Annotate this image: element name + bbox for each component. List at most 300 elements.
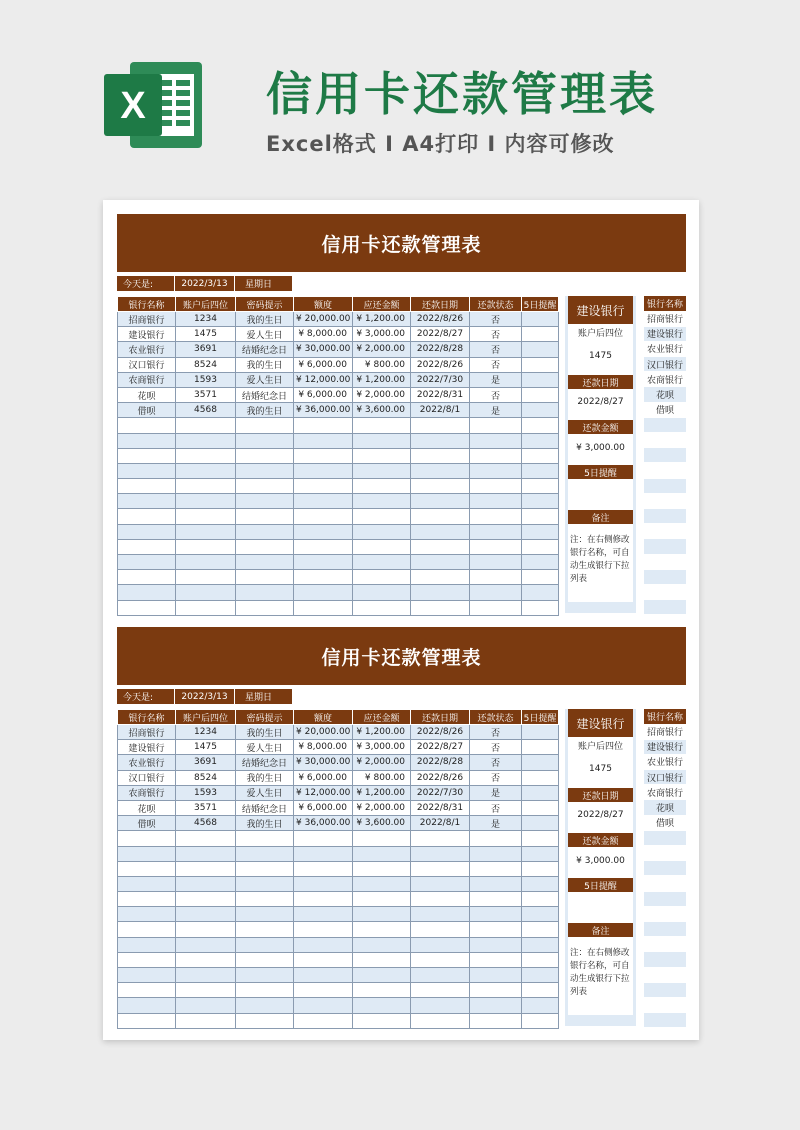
bank-list-item[interactable]: 招商银行 [644,724,686,739]
bank-list-item[interactable] [644,906,686,921]
bank-list-item[interactable]: 农业银行 [644,341,686,356]
table-cell[interactable] [411,907,470,922]
table-cell[interactable]: ¥ 1,200.00 [353,312,411,327]
table-cell[interactable] [470,968,522,983]
table-cell[interactable] [118,494,176,509]
table-cell[interactable]: 3571 [176,387,236,402]
bank-list-item[interactable] [644,937,686,952]
table-cell[interactable] [411,524,470,539]
table-cell[interactable] [411,861,470,876]
table-cell[interactable] [470,433,522,448]
table-cell[interactable] [236,907,294,922]
table-cell[interactable] [522,494,559,509]
table-cell[interactable]: 否 [470,327,522,342]
table-cell[interactable] [118,876,176,891]
table-cell[interactable]: 我的生日 [236,357,294,372]
table-cell[interactable] [470,448,522,463]
table-cell[interactable] [118,937,176,952]
table-cell[interactable] [411,539,470,554]
table-cell[interactable] [176,509,236,524]
table-cell[interactable] [176,418,236,433]
table-cell[interactable]: ¥ 20,000.00 [294,725,353,740]
table-cell[interactable] [353,937,411,952]
table-cell[interactable]: ¥ 6,000.00 [294,387,353,402]
table-cell[interactable]: 爱人生日 [236,327,294,342]
table-cell[interactable]: 汉口银行 [118,357,176,372]
table-cell[interactable]: 2022/8/26 [411,725,470,740]
table-cell[interactable] [118,539,176,554]
table-cell[interactable] [176,861,236,876]
table-cell[interactable]: ¥ 3,600.00 [353,403,411,418]
table-cell[interactable]: 否 [470,357,522,372]
table-cell[interactable]: ¥ 800.00 [353,770,411,785]
table-cell[interactable] [236,600,294,615]
table-cell[interactable]: ¥ 1,200.00 [353,372,411,387]
table-cell[interactable] [411,600,470,615]
table-cell[interactable] [353,555,411,570]
table-cell[interactable]: 1475 [176,327,236,342]
table-cell[interactable] [470,983,522,998]
table-cell[interactable] [522,770,559,785]
table-cell[interactable] [236,846,294,861]
table-cell[interactable] [294,952,353,967]
table-cell[interactable]: 否 [470,755,522,770]
table-cell[interactable] [353,998,411,1013]
table-cell[interactable]: ¥ 800.00 [353,357,411,372]
bank-list-item[interactable] [644,861,686,876]
table-cell[interactable]: 建设银行 [118,327,176,342]
table-cell[interactable] [236,952,294,967]
table-cell[interactable] [411,892,470,907]
table-cell[interactable]: 爱人生日 [236,372,294,387]
table-cell[interactable] [411,479,470,494]
table-cell[interactable] [176,1013,236,1028]
bank-list-item[interactable]: 借呗 [644,402,686,417]
bank-list-item[interactable] [644,967,686,982]
table-cell[interactable]: ¥ 36,000.00 [294,403,353,418]
table-cell[interactable] [294,968,353,983]
table-cell[interactable] [411,922,470,937]
table-cell[interactable] [294,418,353,433]
table-cell[interactable]: 2022/8/26 [411,770,470,785]
table-cell[interactable] [353,524,411,539]
table-cell[interactable] [176,876,236,891]
table-cell[interactable] [470,831,522,846]
table-cell[interactable]: 农商银行 [118,785,176,800]
table-cell[interactable] [294,448,353,463]
table-cell[interactable] [470,922,522,937]
table-cell[interactable] [294,907,353,922]
table-cell[interactable] [294,937,353,952]
bank-list-item[interactable] [644,554,686,569]
table-cell[interactable] [522,372,559,387]
table-cell[interactable] [236,861,294,876]
table-cell[interactable]: ¥ 20,000.00 [294,312,353,327]
table-cell[interactable]: 农业银行 [118,755,176,770]
table-cell[interactable]: 结婚纪念日 [236,342,294,357]
table-cell[interactable]: 1234 [176,725,236,740]
bank-list-item[interactable]: 农业银行 [644,754,686,769]
table-cell[interactable] [236,433,294,448]
table-cell[interactable]: 招商银行 [118,312,176,327]
table-cell[interactable] [353,892,411,907]
table-cell[interactable] [294,494,353,509]
table-cell[interactable] [470,524,522,539]
table-cell[interactable] [411,448,470,463]
table-cell[interactable] [118,570,176,585]
bank-list-item[interactable]: 花呗 [644,387,686,402]
table-cell[interactable] [522,433,559,448]
table-cell[interactable] [294,570,353,585]
table-cell[interactable]: ¥ 6,000.00 [294,800,353,815]
table-cell[interactable] [236,983,294,998]
today-date[interactable]: 2022/3/13 [175,689,235,704]
table-cell[interactable] [411,968,470,983]
table-cell[interactable]: ¥ 30,000.00 [294,755,353,770]
table-cell[interactable] [118,600,176,615]
table-cell[interactable]: 否 [470,312,522,327]
table-cell[interactable]: 2022/8/1 [411,403,470,418]
table-cell[interactable] [522,403,559,418]
table-cell[interactable] [470,600,522,615]
table-cell[interactable]: 是 [470,372,522,387]
table-cell[interactable] [522,312,559,327]
table-cell[interactable] [411,433,470,448]
table-cell[interactable] [176,937,236,952]
table-cell[interactable] [470,463,522,478]
table-cell[interactable] [176,463,236,478]
table-cell[interactable] [522,725,559,740]
table-cell[interactable] [522,785,559,800]
bank-list-item[interactable] [644,539,686,554]
table-cell[interactable] [522,509,559,524]
table-cell[interactable]: ¥ 3,000.00 [353,740,411,755]
table-cell[interactable] [236,418,294,433]
table-cell[interactable] [236,570,294,585]
table-cell[interactable]: 1234 [176,312,236,327]
table-cell[interactable]: ¥ 2,000.00 [353,800,411,815]
table-cell[interactable] [411,463,470,478]
table-cell[interactable] [522,479,559,494]
table-cell[interactable]: ¥ 8,000.00 [294,740,353,755]
table-cell[interactable] [522,998,559,1013]
bank-list-item[interactable]: 农商银行 [644,372,686,387]
table-cell[interactable] [118,983,176,998]
table-cell[interactable]: 1475 [176,740,236,755]
table-cell[interactable]: 2022/8/28 [411,755,470,770]
panel-bank-name[interactable]: 建设银行 [568,296,633,324]
table-cell[interactable] [118,831,176,846]
table-cell[interactable] [118,555,176,570]
table-cell[interactable] [470,570,522,585]
table-cell[interactable] [294,539,353,554]
table-cell[interactable] [236,831,294,846]
table-cell[interactable] [470,418,522,433]
bank-list-item[interactable] [644,846,686,861]
table-cell[interactable] [522,861,559,876]
table-cell[interactable] [470,861,522,876]
table-cell[interactable]: 结婚纪念日 [236,800,294,815]
table-cell[interactable] [236,892,294,907]
table-cell[interactable] [522,342,559,357]
bank-list-item[interactable]: 建设银行 [644,739,686,754]
table-cell[interactable] [118,861,176,876]
bank-list-item[interactable] [644,982,686,997]
table-cell[interactable]: 我的生日 [236,312,294,327]
table-cell[interactable] [353,479,411,494]
bank-list-item[interactable] [644,584,686,599]
table-cell[interactable] [294,509,353,524]
table-cell[interactable]: 爱人生日 [236,740,294,755]
table-cell[interactable]: 3691 [176,755,236,770]
table-cell[interactable] [470,479,522,494]
bank-list-item[interactable]: 建设银行 [644,326,686,341]
table-cell[interactable] [470,937,522,952]
table-cell[interactable] [118,448,176,463]
table-cell[interactable]: 我的生日 [236,816,294,831]
table-cell[interactable]: 2022/8/28 [411,342,470,357]
bank-list-item[interactable]: 汉口银行 [644,357,686,372]
table-cell[interactable] [294,983,353,998]
table-cell[interactable] [353,983,411,998]
table-cell[interactable] [176,555,236,570]
table-cell[interactable] [236,448,294,463]
table-cell[interactable] [118,968,176,983]
table-cell[interactable] [522,846,559,861]
table-cell[interactable]: 花呗 [118,387,176,402]
table-cell[interactable]: 结婚纪念日 [236,387,294,402]
table-cell[interactable]: 我的生日 [236,770,294,785]
table-cell[interactable] [522,800,559,815]
table-cell[interactable]: ¥ 3,000.00 [353,327,411,342]
bank-list-item[interactable] [644,478,686,493]
table-cell[interactable]: 结婚纪念日 [236,755,294,770]
table-cell[interactable]: 8524 [176,770,236,785]
table-cell[interactable]: 3571 [176,800,236,815]
table-cell[interactable]: 2022/7/30 [411,785,470,800]
table-cell[interactable] [236,585,294,600]
bank-list-item[interactable] [644,921,686,936]
table-cell[interactable] [176,998,236,1013]
table-cell[interactable] [470,494,522,509]
table-cell[interactable]: 农商银行 [118,372,176,387]
table-cell[interactable] [176,494,236,509]
bank-list-item[interactable] [644,524,686,539]
table-cell[interactable] [294,600,353,615]
table-cell[interactable] [411,983,470,998]
table-cell[interactable]: 否 [470,740,522,755]
table-cell[interactable]: 花呗 [118,800,176,815]
table-cell[interactable]: 建设银行 [118,740,176,755]
table-cell[interactable] [236,539,294,554]
table-cell[interactable] [522,418,559,433]
table-cell[interactable] [294,1013,353,1028]
table-cell[interactable] [353,585,411,600]
table-cell[interactable]: ¥ 12,000.00 [294,372,353,387]
bank-list-item[interactable]: 借呗 [644,815,686,830]
table-cell[interactable] [294,876,353,891]
table-cell[interactable]: 4568 [176,403,236,418]
table-cell[interactable] [470,952,522,967]
table-cell[interactable] [236,937,294,952]
table-cell[interactable] [522,600,559,615]
table-cell[interactable]: 借呗 [118,403,176,418]
table-cell[interactable] [236,968,294,983]
table-cell[interactable] [411,555,470,570]
table-cell[interactable]: 2022/8/31 [411,800,470,815]
table-cell[interactable] [470,555,522,570]
table-cell[interactable] [118,998,176,1013]
table-cell[interactable] [470,846,522,861]
table-cell[interactable] [353,907,411,922]
table-cell[interactable] [294,846,353,861]
table-cell[interactable] [522,968,559,983]
table-cell[interactable] [118,952,176,967]
table-cell[interactable] [411,876,470,891]
table-cell[interactable] [411,998,470,1013]
table-cell[interactable] [353,600,411,615]
table-cell[interactable] [522,983,559,998]
table-cell[interactable] [353,831,411,846]
today-date[interactable]: 2022/3/13 [175,276,235,291]
table-cell[interactable] [118,463,176,478]
table-cell[interactable]: 借呗 [118,816,176,831]
bank-list-item[interactable] [644,448,686,463]
table-cell[interactable] [294,998,353,1013]
bank-list-item[interactable] [644,508,686,523]
table-cell[interactable]: 否 [470,725,522,740]
table-cell[interactable] [176,952,236,967]
table-cell[interactable]: 4568 [176,816,236,831]
table-cell[interactable] [353,448,411,463]
table-cell[interactable] [176,524,236,539]
table-cell[interactable] [470,539,522,554]
table-cell[interactable] [294,555,353,570]
table-cell[interactable] [522,448,559,463]
bank-list-item[interactable] [644,830,686,845]
table-cell[interactable] [522,952,559,967]
table-cell[interactable] [118,524,176,539]
table-cell[interactable] [411,952,470,967]
table-cell[interactable] [294,479,353,494]
table-cell[interactable] [470,876,522,891]
table-cell[interactable] [522,555,559,570]
table-cell[interactable] [176,983,236,998]
table-cell[interactable] [236,922,294,937]
table-cell[interactable] [176,892,236,907]
table-cell[interactable] [470,907,522,922]
table-cell[interactable] [176,831,236,846]
table-cell[interactable] [176,922,236,937]
table-cell[interactable] [522,892,559,907]
table-cell[interactable]: 否 [470,387,522,402]
table-cell[interactable] [176,968,236,983]
table-cell[interactable]: 否 [470,342,522,357]
table-cell[interactable]: 是 [470,816,522,831]
table-cell[interactable] [118,922,176,937]
table-cell[interactable] [353,539,411,554]
table-cell[interactable]: 2022/8/27 [411,740,470,755]
table-cell[interactable] [294,861,353,876]
table-cell[interactable]: ¥ 12,000.00 [294,785,353,800]
table-cell[interactable]: ¥ 8,000.00 [294,327,353,342]
table-cell[interactable] [470,585,522,600]
table-cell[interactable] [176,539,236,554]
table-cell[interactable] [176,846,236,861]
bank-list-item[interactable] [644,952,686,967]
table-cell[interactable] [522,755,559,770]
table-cell[interactable] [294,922,353,937]
table-cell[interactable] [522,357,559,372]
table-cell[interactable] [236,509,294,524]
bank-list-item[interactable]: 汉口银行 [644,770,686,785]
table-cell[interactable]: ¥ 6,000.00 [294,357,353,372]
table-cell[interactable] [411,585,470,600]
table-cell[interactable] [522,570,559,585]
table-cell[interactable]: 我的生日 [236,725,294,740]
table-cell[interactable] [236,998,294,1013]
table-cell[interactable] [411,494,470,509]
bank-list-item[interactable] [644,433,686,448]
table-cell[interactable] [353,494,411,509]
table-cell[interactable] [411,846,470,861]
panel-bank-name[interactable]: 建设银行 [568,709,633,737]
table-cell[interactable]: 2022/8/31 [411,387,470,402]
bank-list-item[interactable] [644,876,686,891]
table-cell[interactable] [353,1013,411,1028]
table-cell[interactable] [353,968,411,983]
table-cell[interactable] [522,524,559,539]
bank-list-item[interactable]: 招商银行 [644,311,686,326]
table-cell[interactable] [118,418,176,433]
table-cell[interactable] [294,433,353,448]
table-cell[interactable] [118,433,176,448]
table-cell[interactable] [353,861,411,876]
table-cell[interactable]: ¥ 3,600.00 [353,816,411,831]
table-cell[interactable]: 2022/8/27 [411,327,470,342]
table-cell[interactable]: ¥ 30,000.00 [294,342,353,357]
table-cell[interactable] [522,463,559,478]
bank-list-item[interactable]: 花呗 [644,800,686,815]
table-cell[interactable] [353,463,411,478]
table-cell[interactable]: 2022/8/26 [411,312,470,327]
table-cell[interactable]: ¥ 36,000.00 [294,816,353,831]
table-cell[interactable] [353,570,411,585]
table-cell[interactable] [353,433,411,448]
table-cell[interactable] [411,418,470,433]
bank-list-item[interactable] [644,600,686,615]
table-cell[interactable] [470,1013,522,1028]
table-cell[interactable] [294,585,353,600]
table-cell[interactable] [470,892,522,907]
table-cell[interactable] [294,892,353,907]
table-cell[interactable] [353,922,411,937]
table-cell[interactable]: ¥ 2,000.00 [353,387,411,402]
table-cell[interactable] [294,831,353,846]
table-cell[interactable] [353,418,411,433]
table-cell[interactable] [522,937,559,952]
table-cell[interactable]: 1593 [176,372,236,387]
table-cell[interactable] [411,937,470,952]
table-cell[interactable] [294,524,353,539]
table-cell[interactable] [353,509,411,524]
table-cell[interactable] [411,570,470,585]
table-cell[interactable] [236,524,294,539]
table-cell[interactable] [470,998,522,1013]
table-cell[interactable] [118,1013,176,1028]
table-cell[interactable]: 我的生日 [236,403,294,418]
bank-list-item[interactable] [644,1013,686,1028]
